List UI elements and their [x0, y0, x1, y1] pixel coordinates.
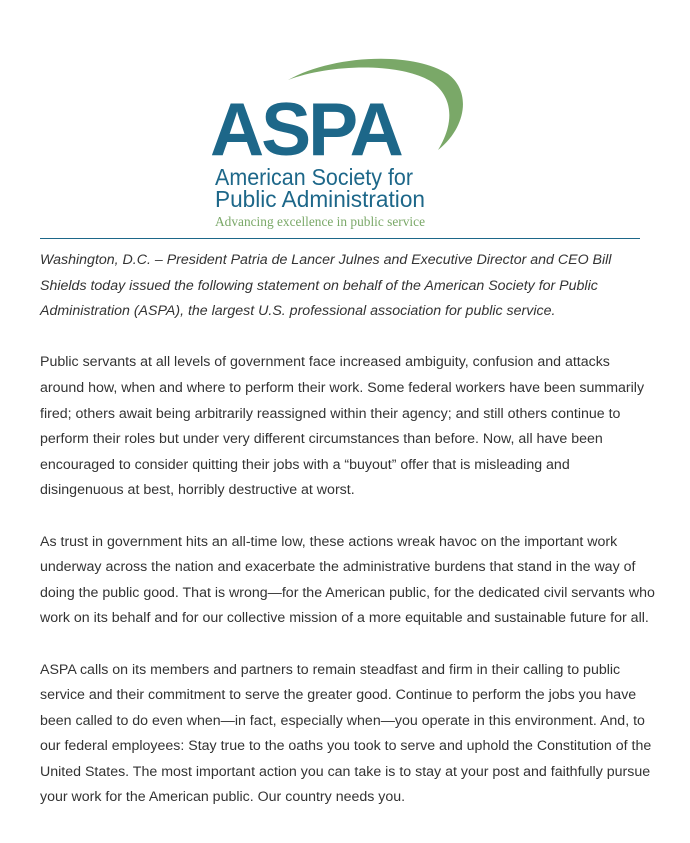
logo-name-line1: American Society for	[215, 164, 414, 190]
statement-body	[40, 248, 655, 837]
header-divider	[40, 238, 640, 239]
logo-acronym: ASPA	[210, 87, 401, 171]
logo-name-line2: Public Administration	[215, 186, 425, 212]
body-paragraph-2: As trust in government hits an all-time low, these actions wreak havoc on the important work underway across the nation and exacerbate the administrative burdens that stand in the way of doing the public good. That is wrong—for the American public, for the dedicated civil servants who work on its behalf and for our collective mission of a more equitable and sustainable future for all.	[40, 533, 655, 627]
logo-tagline: Advancing excellence in public service	[215, 215, 425, 230]
intro-paragraph: Washington, D.C. – President Patria de Lancer Julnes and Executive Director and CEO Bill Shields today issued the following statement on behalf of the American Society for Public Administration (ASPA), the largest U.S. professional association for public service.	[40, 252, 612, 320]
aspa-logo	[200, 50, 480, 235]
body-paragraph-1: Public servants at all levels of government face increased ambiguity, confusion and attacks around how, when and where to perform their work. Some federal workers have been summarily fired; others await being arbitrarily reassigned within their agency; and still others continue to perform their roles but under very different circumstances than before. Now, all have been encouraged to consider quitting their jobs with a “buyout” offer that is misleading and disingenuous at best, horribly destructive at worst.	[40, 354, 645, 499]
aspa-logo-graphic	[200, 50, 480, 235]
body-paragraph-3: ASPA calls on its members and partners to remain steadfast and firm in their calling to public service and their commitment to serve the greater good. Continue to perform the jobs you have been called to do even when—in fact, especially when—you operate in this environment. And, to our federal employees: Stay true to the oaths you took to serve and uphold the Constitution of the United States. The most important action you can take is to stay at your post and faithfully pursue your work for the American public. Our country needs you.	[40, 661, 652, 806]
